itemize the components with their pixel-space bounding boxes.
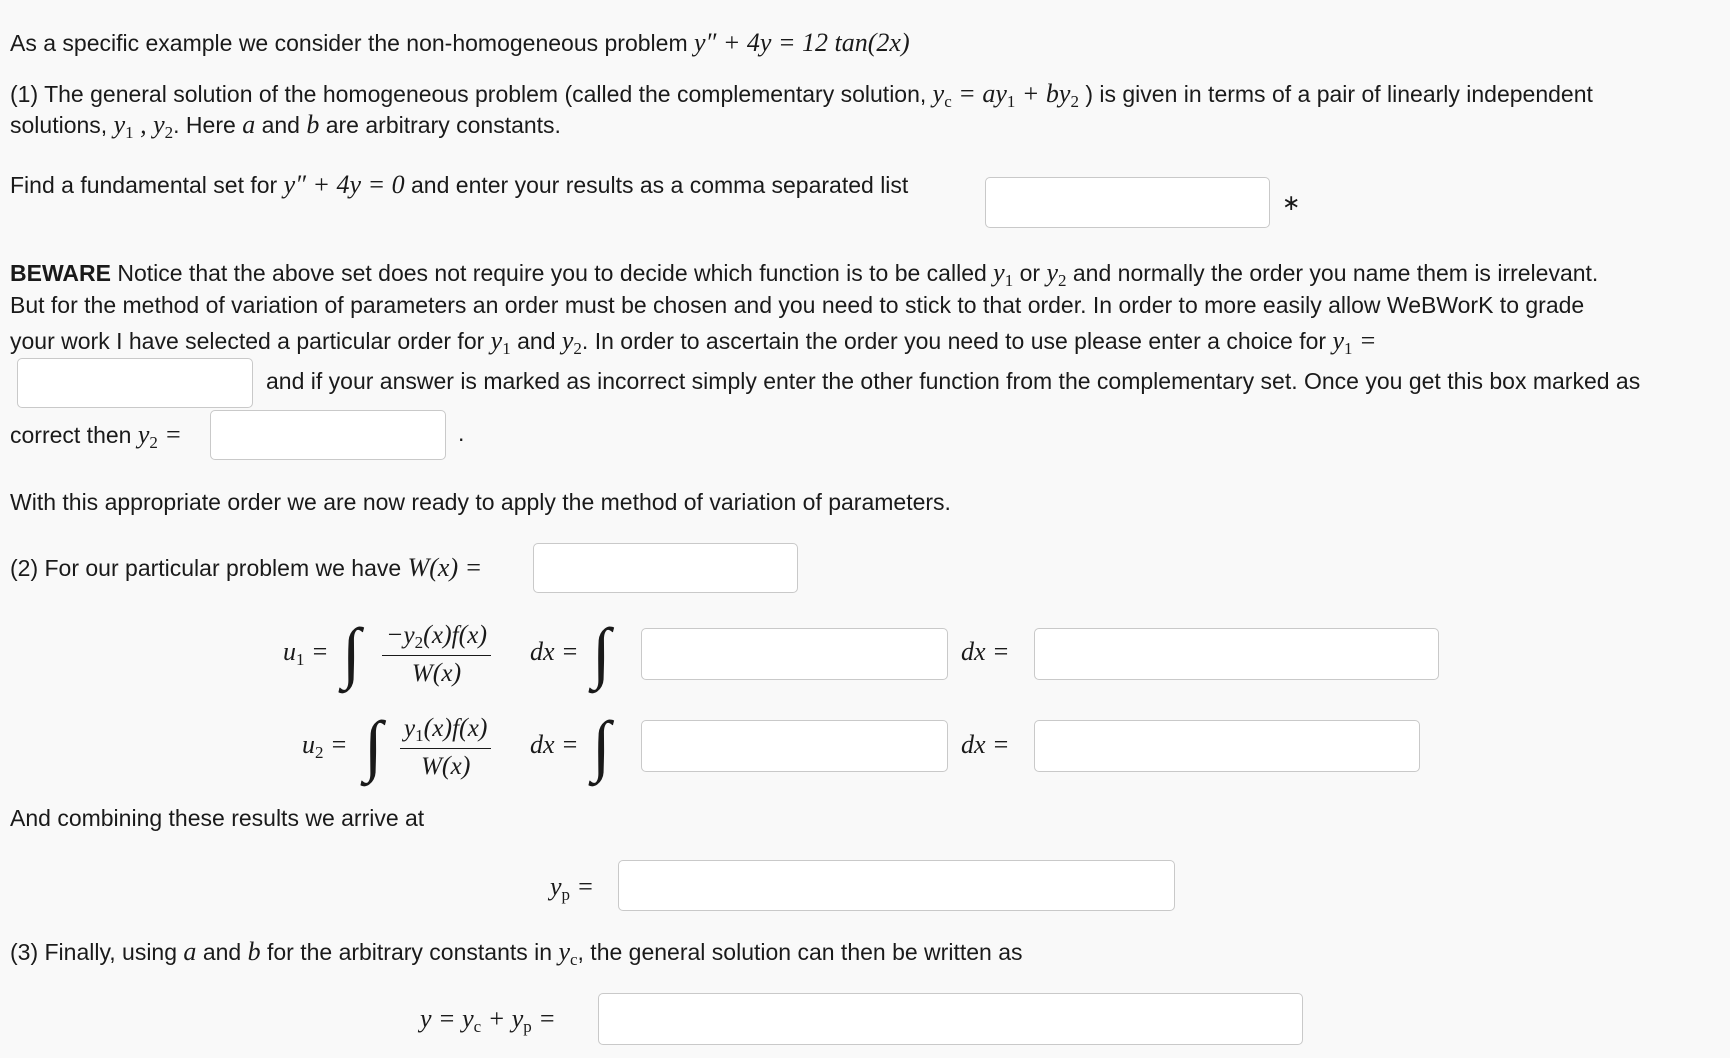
beware-label: BEWARE bbox=[10, 260, 111, 286]
y1-equals: $y_1$ = bbox=[1332, 326, 1377, 358]
part1-line1 bbox=[10, 79, 1593, 112]
u1-label: $u_1$ = bbox=[283, 637, 329, 669]
intro-equation: y″ + 4y = 12 tan(2x) bbox=[694, 28, 910, 57]
var-a: a bbox=[242, 110, 256, 139]
beware-line3 bbox=[10, 326, 1377, 359]
W-equals: W(x) = bbox=[407, 553, 483, 582]
u2-label: $u_2$ = bbox=[302, 730, 348, 762]
yp-input[interactable] bbox=[618, 860, 1175, 911]
y1-var: $y_1$ bbox=[993, 258, 1014, 290]
solutions-label: solutions, bbox=[10, 112, 108, 138]
dx-equals: dx = bbox=[530, 730, 579, 759]
and-text: and bbox=[517, 328, 556, 354]
beware-line4: and if your answer is marked as incorrect simply enter the other function from the complementary set. Once you get this box marked as bbox=[266, 368, 1641, 394]
part3-middle: for the arbitrary constants in bbox=[266, 939, 553, 965]
or-text: or bbox=[1019, 260, 1041, 286]
beware-text3: your work I have selected a particular order for bbox=[10, 328, 485, 354]
y1-y2-vars: $y_1$ , $y_2$ bbox=[113, 110, 174, 142]
fundamental-set-input[interactable] bbox=[985, 177, 1270, 228]
u1-integrand-input[interactable] bbox=[641, 628, 948, 680]
part2-line bbox=[10, 553, 482, 583]
integral-sign-icon: ∫ bbox=[592, 614, 611, 690]
u2-integrand-input[interactable] bbox=[641, 720, 948, 772]
and-text: and bbox=[202, 939, 242, 965]
correct-then-text: correct then bbox=[10, 422, 132, 448]
fundamental-line bbox=[10, 170, 908, 200]
period: . bbox=[458, 420, 465, 446]
general-solution-input[interactable] bbox=[598, 993, 1303, 1045]
u1-result-input[interactable] bbox=[1034, 628, 1439, 680]
intro-text: As a specific example we consider the non-homogeneous problem bbox=[10, 30, 688, 56]
arbitrary-text: are arbitrary constants. bbox=[325, 112, 561, 138]
order-note: With this appropriate order we are now ready to apply the method of variation of parameters. bbox=[10, 489, 951, 515]
beware-line2: But for the method of variation of parameters an order must be chosen and you need to stick to that order. In order to more easily allow WeBWorK to grade bbox=[10, 292, 1585, 318]
here-text: . Here bbox=[173, 112, 236, 138]
general-solution-label: $y = y_c + y_p$ = bbox=[420, 1004, 556, 1036]
wronskian-input[interactable] bbox=[533, 543, 798, 593]
integral-sign-icon: ∫ bbox=[364, 707, 383, 783]
beware-text3b: . In order to ascertain the order you need to use please enter a choice for bbox=[581, 328, 1327, 354]
y2-var: $y_2$ bbox=[561, 326, 582, 358]
y1-input[interactable] bbox=[17, 358, 253, 408]
integral-sign-icon: ∫ bbox=[592, 707, 611, 783]
y2-input[interactable] bbox=[210, 410, 446, 460]
part1-line2 bbox=[10, 110, 561, 143]
var-a: a bbox=[183, 937, 197, 966]
intro-line bbox=[10, 28, 910, 58]
integral-sign-icon: ∫ bbox=[342, 614, 361, 690]
u1-fraction: $\frac{-y_2(x)f(x)}{W(x)}$ bbox=[382, 620, 491, 688]
beware-line1 bbox=[10, 258, 1598, 291]
yp-label: $y_p$ = bbox=[550, 872, 595, 904]
fundamental-prefix: Find a fundamental set for bbox=[10, 172, 278, 198]
part1-suffix: ) is given in terms of a pair of linearly independent bbox=[1085, 81, 1593, 107]
var-b: b bbox=[306, 110, 320, 139]
part3-text: (3) Finally, using bbox=[10, 939, 178, 965]
yc-var: $y_c$ bbox=[558, 937, 578, 969]
beware-text1b: and normally the order you name them is irrelevant. bbox=[1072, 260, 1599, 286]
y1-var: $y_1$ bbox=[490, 326, 511, 358]
dx-equals: dx = bbox=[961, 637, 1010, 666]
part2-text: (2) For our particular problem we have bbox=[10, 555, 402, 581]
y2-var: $y_2$ bbox=[1046, 258, 1067, 290]
and-text: and bbox=[261, 112, 300, 138]
combine-text: And combining these results we arrive at bbox=[10, 805, 425, 831]
u2-result-input[interactable] bbox=[1034, 720, 1420, 772]
dx-equals: dx = bbox=[961, 730, 1010, 759]
u2-fraction: $\frac{y_1(x)f(x)}{W(x)}$ bbox=[400, 713, 491, 781]
part1-text: (1) The general solution of the homogeneous problem (called the complementary solution, bbox=[10, 81, 927, 107]
fundamental-suffix: and enter your results as a comma separated list bbox=[411, 172, 909, 198]
part3-line bbox=[10, 937, 1022, 970]
homog-equation: y″ + 4y = 0 bbox=[283, 170, 405, 199]
part3-suffix: , the general solution can then be written as bbox=[577, 939, 1023, 965]
beware-text1: Notice that the above set does not require you to decide which function is to be called bbox=[117, 260, 987, 286]
yc-expression: $y_c = ay_1 + by_2$ bbox=[932, 79, 1079, 111]
required-asterisk: ∗ bbox=[1282, 190, 1301, 215]
var-b: b bbox=[247, 937, 261, 966]
y2-equals: $y_2$ = bbox=[137, 420, 182, 452]
dx-equals: dx = bbox=[530, 637, 579, 666]
beware-line5 bbox=[10, 420, 182, 453]
